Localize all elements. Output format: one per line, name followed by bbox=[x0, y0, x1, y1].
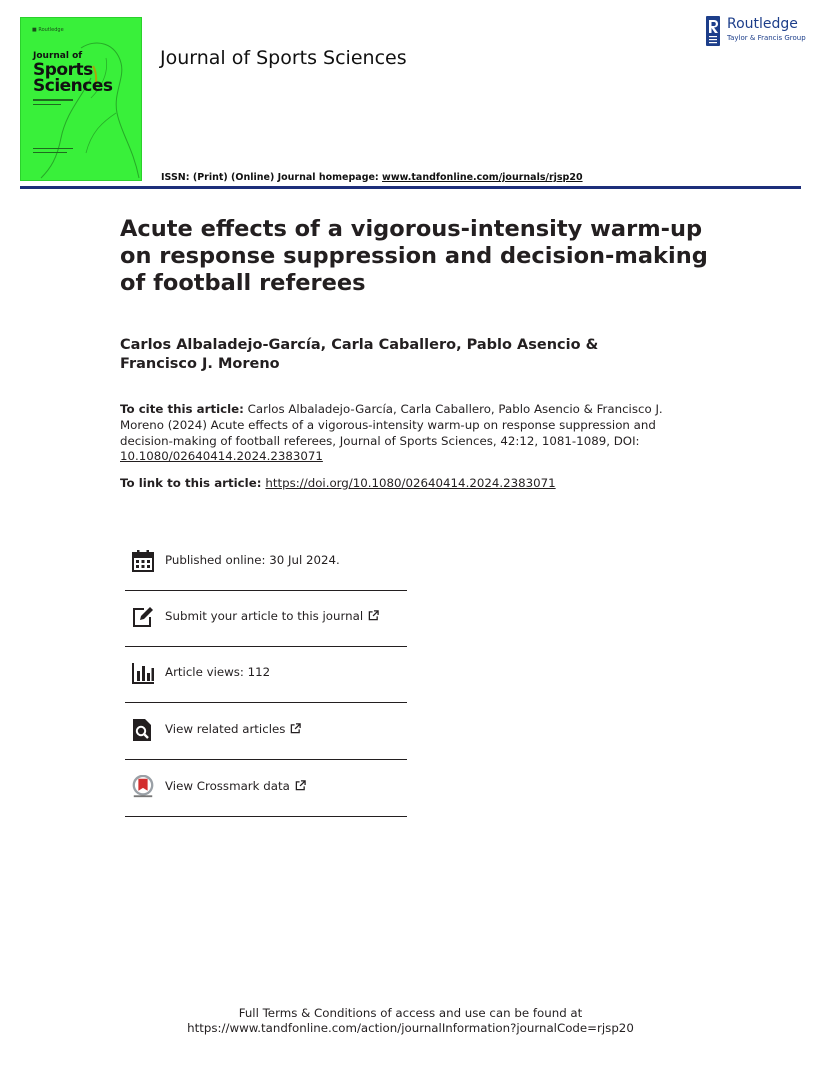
related-row[interactable] bbox=[125, 704, 407, 760]
article-link-line bbox=[120, 476, 556, 490]
cite-label: To cite this article: bbox=[120, 402, 244, 416]
cover-text-bar bbox=[33, 152, 67, 153]
footer bbox=[0, 1006, 821, 1036]
cite-doi-link[interactable]: 10.1080/02640414.2024.2383071 bbox=[120, 449, 323, 464]
journal-cover bbox=[20, 17, 142, 181]
external-link-icon bbox=[295, 780, 306, 791]
cite-text: Carlos Albaladejo-García, Carla Caballero, Pablo Asencio & Francisco J. Moreno (2024) Acute effects of a vigorous-intensity warm-up on response suppression and decision-making of football referees, Journal of Sports Sciences, 42:12, 1081-1089, DOI: bbox=[120, 402, 663, 448]
link-label: To link to this article: bbox=[120, 476, 262, 490]
submit-article-label: Submit your article to this journal bbox=[165, 609, 364, 623]
divider bbox=[125, 702, 407, 703]
cover-text-bar bbox=[33, 99, 73, 101]
bar-chart-icon bbox=[131, 661, 155, 685]
article-title: Acute effects of a vigorous-intensity warm-up on response suppression and decision-making of football referees bbox=[120, 216, 708, 296]
external-link-icon bbox=[368, 610, 379, 621]
issn-line bbox=[161, 172, 583, 183]
header-rule bbox=[20, 186, 801, 189]
submit-article-link[interactable] bbox=[165, 609, 379, 623]
related-articles-link[interactable] bbox=[165, 722, 301, 736]
routledge-r-icon bbox=[706, 16, 720, 46]
article-authors: Carlos Albaladejo-García, Carla Caballero, Pablo Asencio & Francisco J. Moreno bbox=[120, 337, 599, 372]
crossmark-label: View Crossmark data bbox=[165, 779, 290, 793]
publisher-subtitle: Taylor & Francis Group bbox=[727, 34, 806, 42]
cover-publisher-mark: ■ Routledge bbox=[32, 27, 64, 33]
cover-journal-of: Journal of bbox=[33, 51, 83, 61]
related-articles-label: View related articles bbox=[165, 722, 286, 736]
footer-terms-link[interactable]: https://www.tandfonline.com/action/journalInformation?journalCode=rjsp20 bbox=[187, 1021, 634, 1035]
crossmark-row[interactable] bbox=[125, 761, 407, 817]
crossmark-icon bbox=[131, 775, 155, 799]
issn-text: ISSN: (Print) (Online) Journal homepage: bbox=[161, 172, 383, 183]
external-link-icon bbox=[290, 723, 301, 734]
cover-text-bar bbox=[33, 148, 73, 149]
divider bbox=[125, 816, 407, 817]
published-row bbox=[125, 535, 407, 591]
publisher-name: Routledge bbox=[727, 16, 798, 32]
cover-text-bar bbox=[33, 104, 61, 105]
cover-sports: Sports bbox=[33, 60, 93, 80]
published-date: Published online: 30 Jul 2024. bbox=[165, 553, 340, 567]
search-document-icon bbox=[131, 718, 155, 742]
submit-row[interactable] bbox=[125, 591, 407, 647]
crossmark-link[interactable] bbox=[165, 779, 306, 793]
journal-homepage-link[interactable]: www.tandfonline.com/journals/rjsp20 bbox=[382, 172, 583, 183]
article-views: Article views: 112 bbox=[165, 665, 271, 679]
edit-icon bbox=[131, 605, 155, 629]
footer-terms-text: Full Terms & Conditions of access and use can be found at bbox=[238, 1006, 583, 1020]
divider bbox=[125, 759, 407, 760]
citation bbox=[120, 402, 680, 465]
cover-sciences: Sciences bbox=[33, 76, 113, 96]
calendar-icon bbox=[131, 549, 155, 573]
views-row bbox=[125, 647, 407, 703]
journal-title: Journal of Sports Sciences bbox=[160, 47, 407, 69]
article-doi-link[interactable]: https://doi.org/10.1080/02640414.2024.2383071 bbox=[265, 476, 556, 490]
